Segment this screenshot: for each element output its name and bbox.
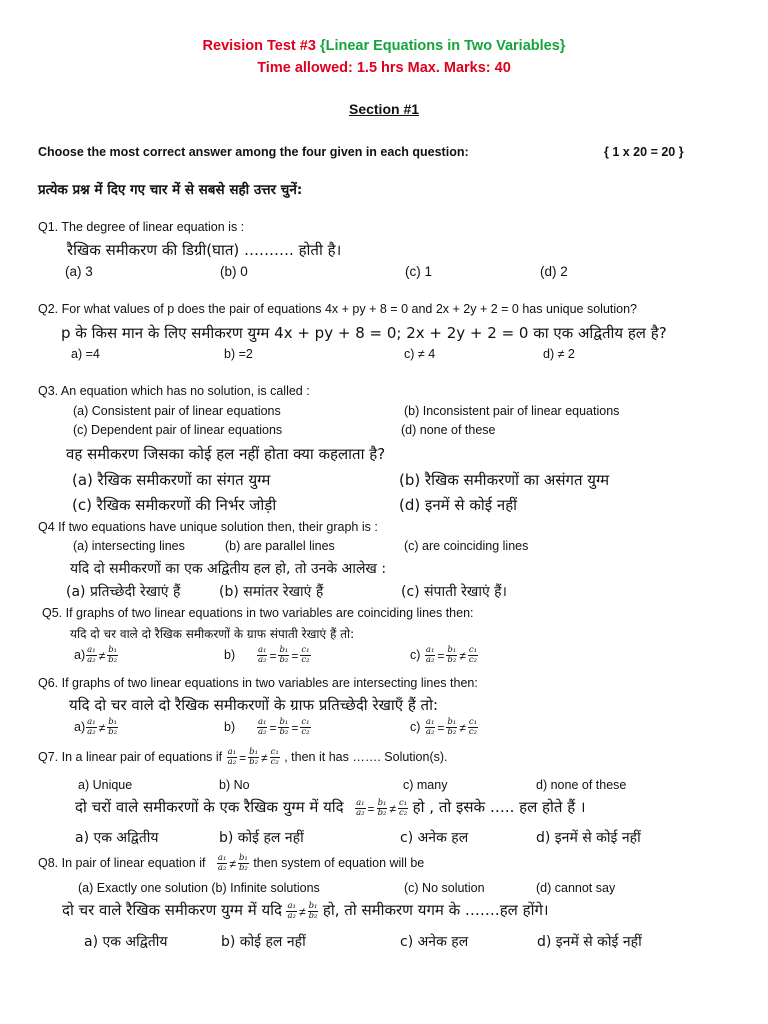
- q8-option: (d) cannot say: [536, 881, 616, 895]
- q5-question-hi: यदि दो चर वाले दो रैखिक समीकरणों के ग्राफ संपाती रेखाएं हैं तो:: [70, 627, 355, 641]
- q6-question-hi: यदि दो चर वाले दो रैखिक समीकरणों के ग्राफ प्रतिच्छेदी रेखाएँ हैं तो:: [69, 696, 439, 714]
- q3-option-hi: (d) इनमें से कोई नहीं: [399, 496, 518, 514]
- q4-question: Q4 If two equations have unique solution then, their graph is :: [38, 520, 378, 534]
- q5-option-b: b) $\frac{\text{a₁}}{\text{a₂}}$ = $\frac{\text{b₁}}{\text{b₂}}$ = $\frac{\text{c₁}}{\text{c₂}}$: [224, 645, 310, 665]
- q6-option-c: c) $\frac{\text{a₁}}{\text{a₂}}$ = $\frac{\text{b₁}}{\text{b₂}}$ ≠ $\frac{\text{c₁}}{\text{c₂}}$: [410, 717, 478, 737]
- q5-option-a: a) $\frac{\text{a₁}}{\text{a₂}}$ ≠ $\frac{\text{b₁}}{\text{b₂}}$: [74, 645, 118, 665]
- q4-option: (c) are coinciding lines: [404, 539, 529, 553]
- q7-option-hi: d) इनमें से कोई नहीं: [536, 830, 641, 846]
- q4-option: (b) are parallel lines: [225, 539, 335, 553]
- q3-option-hi: (b) रैखिक समीकरणों का असंगत युग्म: [399, 471, 610, 489]
- q6-option-a: a) $\frac{\text{a₁}}{\text{a₂}}$ ≠ $\frac{\text{b₁}}{\text{b₂}}$: [74, 717, 118, 737]
- q7-option-hi: c) अनेक हल: [400, 830, 469, 846]
- q1-option: (c) 1: [405, 264, 432, 279]
- q4-option-hi: (a) प्रतिच्छेदी रेखाएं हैं: [66, 584, 181, 600]
- q8-option-hi: a) एक अद्वितीय: [84, 934, 168, 950]
- q2-option: c) ≠ 4: [404, 347, 436, 361]
- q7-option-hi: b) कोई हल नहीं: [219, 830, 304, 846]
- q3-option: (a) Consistent pair of linear equations: [73, 404, 281, 418]
- q8-question-hi: दो चर वाले रैखिक समीकरण युग्म में यदि $\frac{\text{a₁}}{\text{a₂}}$ ≠ $\frac{\text{b₁}}{\text{b₂}}$ हो, तो समीकरण यगम के …….हल होंगे।: [62, 901, 549, 922]
- q6-question: Q6. If graphs of two linear equations in two variables are intersecting lines then:: [38, 676, 478, 690]
- q3-option: (c) Dependent pair of linear equations: [73, 423, 283, 437]
- marks-scheme: { 1 x 20 = 20 }: [604, 145, 684, 159]
- q7-option: d) none of these: [536, 778, 627, 792]
- section-title: Section #1: [348, 101, 420, 117]
- q3-option-hi: (c) रैखिक समीकरणों की निर्भर जोड़ी: [72, 496, 277, 514]
- q7-option-hi: a) एक अद्वितीय: [75, 830, 159, 846]
- q4-option-hi: (b) समांतर रेखाएं हैं: [219, 584, 324, 600]
- q4-option: (a) intersecting lines: [73, 539, 185, 553]
- q7-question: Q7. In a linear pair of equations if $\frac{\text{a₁}}{\text{a₂}}$ = $\frac{\text{b₁}}{\text{b₂}}$ ≠ $\frac{\text{c₁}}{\text{c₂}}$ , then it has ……. Solution(s).: [38, 747, 448, 767]
- q8-option: (c) No solution: [404, 881, 485, 895]
- q4-option-hi: (c) संपाती रेखाएं हैं।: [401, 584, 507, 600]
- q1-option: (b) 0: [220, 264, 248, 279]
- q1-question-hi: रैखिक समीकरण की डिग्री(घात) ………. होती है।: [67, 241, 342, 259]
- q5-option-c: c) $\frac{\text{a₁}}{\text{a₂}}$ = $\frac{\text{b₁}}{\text{b₂}}$ ≠ $\frac{\text{c₁}}{\text{c₂}}$: [410, 645, 478, 665]
- q6-option-b: b) $\frac{\text{a₁}}{\text{a₂}}$ = $\frac{\text{b₁}}{\text{b₂}}$ = $\frac{\text{c₁}}{\text{c₂}}$: [224, 717, 310, 737]
- q2-option: a) =4: [71, 347, 100, 361]
- q3-option: (b) Inconsistent pair of linear equations: [404, 404, 620, 418]
- q8-option-hi: d) इनमें से कोई नहीं: [537, 934, 642, 950]
- q2-option: d) ≠ 2: [543, 347, 575, 361]
- q4-question-hi: यदि दो समीकरणों का एक अद्वितीय हल हो, तो उनके आलेख :: [70, 561, 387, 577]
- q8-question: Q8. In pair of linear equation if $\frac{\text{a₁}}{\text{a₂}}$ ≠ $\frac{\text{b₁}}{\text{b₂}}$ then system of equation will be: [38, 853, 425, 873]
- q8-option-hi: c) अनेक हल: [400, 934, 469, 950]
- q7-option: c) many: [403, 778, 448, 792]
- q1-question: Q1. The degree of linear equation is :: [38, 220, 245, 234]
- q2-option: b) =2: [224, 347, 253, 361]
- q2-question-hi: p के किस मान के लिए समीकरण युग्म 4x + py + 8 = 0; 2x + 2y + 2 = 0 का एक अद्वितीय हल है?: [61, 324, 667, 342]
- q8-option: (a) Exactly one solution (b) Infinite solutions: [78, 881, 320, 895]
- q5-question: Q5. If graphs of two linear equations in two variables are coinciding lines then:: [42, 606, 474, 620]
- q1-option: (a) 3: [65, 264, 93, 279]
- instructions-hi: प्रत्येक प्रश्न में दिए गए चार में से सबसे सही उत्तर चुनें:: [38, 182, 303, 198]
- q3-option-hi: (a) रैखिक समीकरणों का संगत युग्म: [72, 471, 271, 489]
- q1-option: (d) 2: [540, 264, 568, 279]
- q7-question-hi: दो चरों वाले समीकरणों के एक रैखिक युग्म में यदि $\frac{\text{a₁}}{\text{a₂}}$ = $\frac{\text{b₁}}{\text{b₂}}$ ≠ $\frac{\text{c₁}}{\text{c₂}}$ हो , तो इसके ….. हल होते हैं ।: [75, 798, 586, 819]
- q8-option-hi: b) कोई हल नहीं: [221, 934, 306, 950]
- q3-question: Q3. An equation which has no solution, is called :: [38, 384, 310, 398]
- test-title: Revision Test #3 {Linear Equations in Two Variables}: [202, 38, 566, 54]
- q3-option: (d) none of these: [401, 423, 496, 437]
- instructions-en: Choose the most correct answer among the four given in each question:: [38, 145, 469, 159]
- q7-option: b) No: [219, 778, 250, 792]
- q7-option: a) Unique: [78, 778, 133, 792]
- time-allowed: Time allowed: 1.5 hrs Max. Marks: 40: [257, 60, 511, 76]
- q3-question-hi: वह समीकरण जिसका कोई हल नहीं होता क्या कहलाता है?: [66, 445, 386, 463]
- q2-question: Q2. For what values of p does the pair of equations 4x + py + 8 = 0 and 2x + 2y + 2 = 0 has unique solution?: [38, 302, 638, 316]
